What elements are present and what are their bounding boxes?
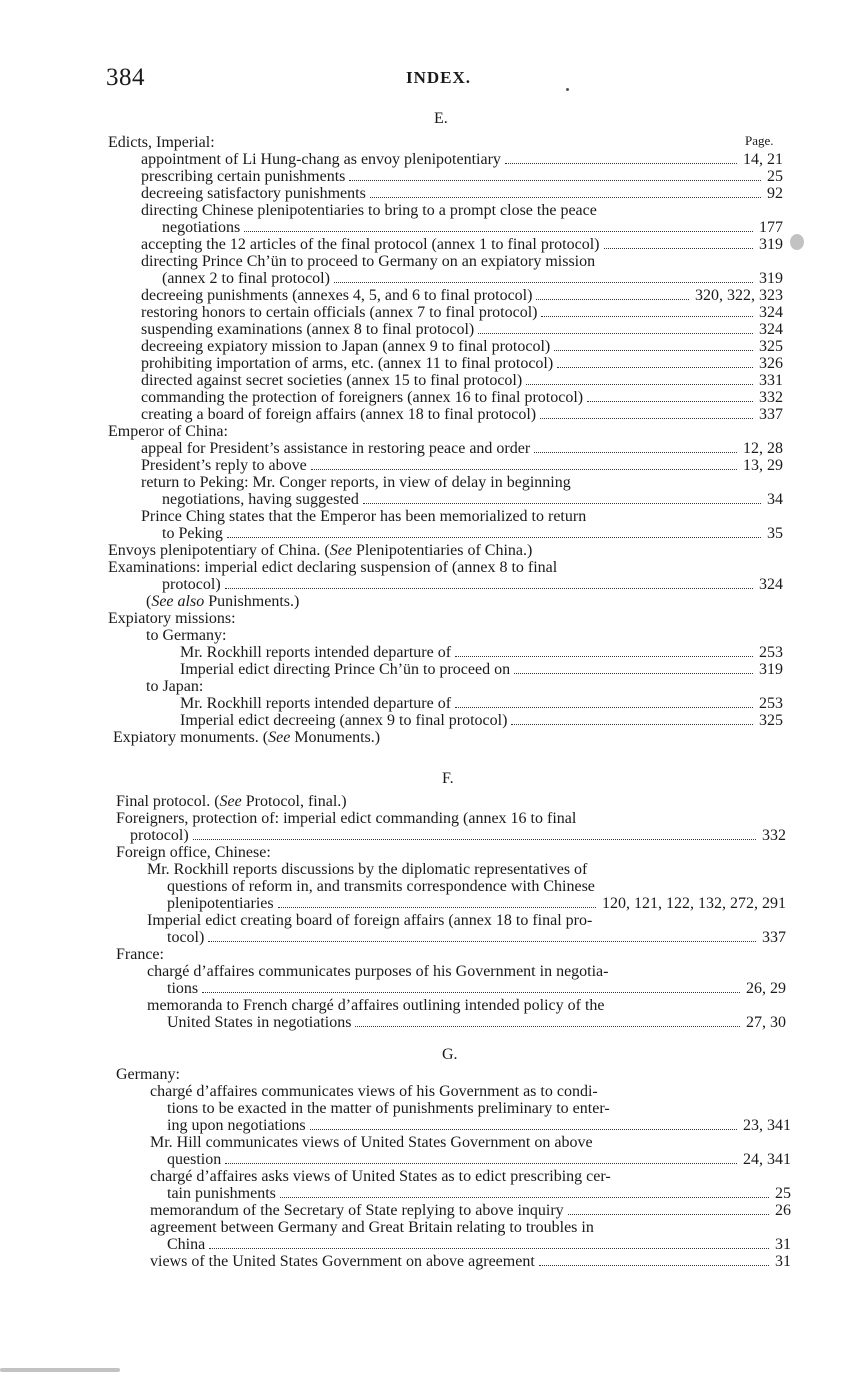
scan-edge-mark [0,1368,120,1372]
entry-heading: Foreign office, Chinese: [116,844,271,861]
page-header [106,64,796,94]
index-entry: decreeing satisfactory punishments 92 [141,185,783,202]
running-head: INDEX. [406,68,472,87]
index-entry: tocol) 337 [167,929,786,946]
index-entry-text: Prince Ching states that the Emperor has been memorialized to return [141,508,587,525]
index-entry-text: chargé d’affaires asks views of United States as to edict prescribing cer- [150,1168,611,1185]
index-entry-text: directing Prince Ch’ün to proceed to Germany on an expiatory mission [141,253,596,270]
index-entry: tain punishments 25 [167,1185,791,1202]
cross-reference: Final protocol. (See Protocol, final.) [116,793,347,810]
index-entry: protocol) 332 [130,827,786,844]
index-entry-text: Foreigners, protection of: imperial edict commanding (annex 16 to final [116,810,577,827]
index-entry: appointment of Li Hung-chang as envoy plenipotentiary 14, 21 [141,151,783,168]
index-entry-text: tions to be exacted in the matter of punishments preliminary to enter- [167,1100,610,1117]
entry-heading: France: [116,946,164,963]
index-entry: tions 26, 29 [167,980,786,997]
index-entry: President’s reply to above 13, 29 [141,457,783,474]
index-entry: memorandum of the Secretary of State replying to above inquiry 26 [150,1202,791,1219]
scan-speck [566,88,569,91]
entry-heading: Emperor of China: [108,423,228,440]
index-entry-text: Examinations: imperial edict declaring suspension of (annex 8 to final [108,559,558,576]
index-entry: protocol) 324 [162,576,783,593]
cross-reference: (See also Punishments.) [146,593,300,610]
index-entry: negotiations, having suggested 34 [162,491,783,508]
index-entry: prescribing certain punishments 25 [141,168,783,185]
index-entry: (annex 2 to final protocol) 319 [162,270,783,287]
section-letter-e: E. [434,110,448,127]
index-entry: United States in negotiations 27, 30 [167,1014,786,1031]
index-entry: Imperial edict directing Prince Ch’ün to proceed on 319 [180,661,783,678]
index-entry: ing upon negotiations 23, 341 [167,1117,791,1134]
page-number: 384 [106,64,145,91]
index-entry: decreeing expiatory mission to Japan (annex 9 to final protocol) 325 [141,338,783,355]
cross-reference: Expiatory monuments. (See Monuments.) [113,729,381,746]
entry-heading: Edicts, Imperial: [108,134,215,151]
scan-blot [790,234,804,250]
index-entry: to Peking 35 [162,525,783,542]
index-entry: Imperial edict decreeing (annex 9 to final protocol) 325 [180,712,783,729]
index-entry-text: directing Chinese plenipotentiaries to bring to a prompt close the peace [141,202,597,219]
section-letter-g: G. [442,1046,458,1063]
index-entry-text: Imperial edict creating board of foreign affairs (annex 18 to final pro- [147,912,593,929]
index-entry-text: Mr. Hill communicates views of United States Government on above [150,1134,593,1151]
entry-heading: Germany: [116,1066,180,1083]
index-entry-text: chargé d’affaires communicates purposes of his Government in negotia- [147,963,609,980]
index-entry: appeal for President’s assistance in restoring peace and order 12, 28 [141,440,783,457]
page-column-heading: Page. [745,133,774,148]
index-entry-text: memoranda to French chargé d’affaires outlining intended policy of the [147,997,605,1014]
index-entry: suspending examinations (annex 8 to final protocol) 324 [141,321,783,338]
index-entry-text: chargé d’affaires communicates views of his Government as to condi- [150,1083,598,1100]
index-entry: decreeing punishments (annexes 4, 5, and 6 to final protocol) 320, 322, 323 [141,287,783,304]
index-entry-text: Mr. Rockhill reports discussions by the diplomatic representatives of [147,861,588,878]
index-entry-text: return to Peking: Mr. Conger reports, in view of delay in beginning [141,474,571,491]
index-entry: China 31 [167,1236,791,1253]
index-entry: question 24, 341 [167,1151,791,1168]
index-entry: Mr. Rockhill reports intended departure of 253 [180,644,783,661]
index-entry: restoring honors to certain officials (annex 7 to final protocol) 324 [141,304,783,321]
index-entry: directed against secret societies (annex 15 to final protocol) 331 [141,372,783,389]
index-entry: plenipotentiaries 120, 121, 122, 132, 272, 291 [167,895,786,912]
index-entry-text: questions of reform in, and transmits correspondence with Chinese [167,878,595,895]
index-entry-text: agreement between Germany and Great Britain relating to troubles in [150,1219,594,1236]
cross-reference: Envoys plenipotentiary of China. (See Plenipotentiaries of China.) [108,542,533,559]
section-letter-f: F. [442,770,454,787]
entry-heading: Expiatory missions: [108,610,236,627]
index-entry: creating a board of foreign affairs (annex 18 to final protocol) 337 [141,406,783,423]
index-entry: negotiations 177 [162,219,783,236]
sub-heading: to Germany: [146,627,227,644]
index-entry: Mr. Rockhill reports intended departure of 253 [180,695,783,712]
index-entry: views of the United States Government on above agreement 31 [150,1253,791,1270]
sub-heading: to Japan: [146,678,204,695]
index-entry: commanding the protection of foreigners (annex 16 to final protocol) 332 [141,389,783,406]
index-entry: prohibiting importation of arms, etc. (annex 11 to final protocol) 326 [141,355,783,372]
index-entry: accepting the 12 articles of the final protocol (annex 1 to final protocol) 319 [141,236,783,253]
